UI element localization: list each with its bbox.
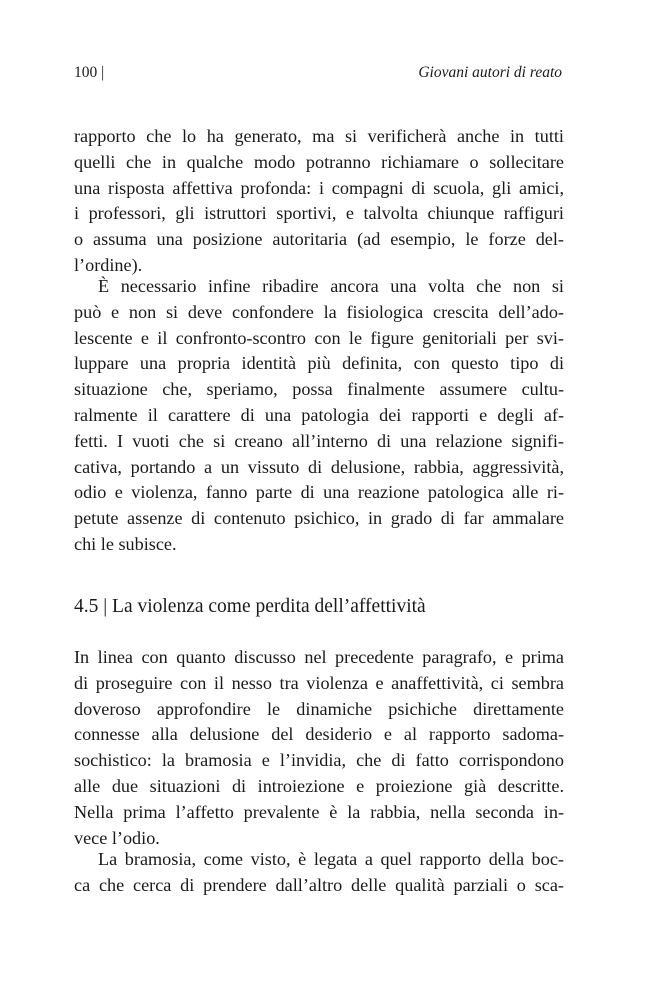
text-line: ralmente il carattere di una patologia dei rapporti e degli af-	[74, 404, 564, 425]
text-line: i professori, gli istruttori sportivi, e talvolta chiunque raffiguri	[74, 203, 564, 224]
text-line: Nella prima l’affetto prevalente è la rabbia, nella seconda in-	[74, 801, 564, 822]
text-line: doveroso approfondire le dinamiche psichiche direttamente	[74, 698, 564, 719]
text-line: È necessario infine ribadire ancora una volta che non si	[98, 276, 564, 296]
text-line: connesse alla delusione del desiderio e al rapporto sadoma-	[74, 724, 564, 745]
text-line: In linea con quanto discusso nel precedente paragrafo, e prima	[74, 647, 564, 667]
text-line: l’ordine).	[74, 254, 143, 275]
text-line: La bramosia, come visto, è legata a quel rapporto della boc-	[98, 849, 564, 869]
text-line: odio e violenza, fanno parte di una reazione patologica alle ri-	[74, 482, 564, 503]
paragraph	[74, 645, 564, 851]
text-line: lescente e il confronto-scontro con le figure genitoriali per svi-	[74, 327, 564, 348]
text-line: di proseguire con il nesso tra violenza e anaffettività, ci sembra	[74, 672, 564, 693]
text-line: chi le subisce.	[74, 533, 177, 554]
text-line: ca che cerca di prendere dall’altro delle qualità parziali o sca-	[74, 874, 564, 895]
text-line: quelli che in qualche modo potranno richiamare o sollecitare	[74, 151, 564, 172]
text-line: luppare una propria identità più definita, con questo tipo di	[74, 353, 564, 374]
text-line: cativa, portando a un vissuto di delusione, rabbia, aggressività,	[74, 456, 564, 477]
text-line: vece l’odio.	[74, 827, 160, 848]
paragraph	[74, 274, 564, 558]
text-line: sochistico: la bramosia e l’invidia, che di fatto corrispondono	[74, 750, 564, 771]
paragraph	[74, 847, 564, 899]
text-line: fetti. I vuoti che si creano all’interno di una relazione signifi-	[74, 430, 564, 451]
paragraph-continued	[74, 124, 564, 279]
section-heading: 4.5 | La violenza come perdita dell’affettività	[74, 596, 426, 617]
running-head	[74, 62, 562, 84]
text-line: alle due situazioni di introiezione e proiezione già descritte.	[74, 775, 564, 796]
running-title: Giovani autori di reato	[418, 64, 562, 81]
page-number: 100 |	[74, 64, 105, 81]
text-line: petute assenze di contenuto psichico, in grado di far ammalare	[74, 508, 564, 529]
text-line: può e non si deve confondere la fisiologica crescita dell’ado-	[74, 301, 564, 322]
text-line: situazione che, speriamo, possa finalmente assumere cultu-	[74, 379, 564, 400]
text-line: o assuma una posizione autoritaria (ad esempio, le forze del-	[74, 229, 564, 250]
text-line: una risposta affettiva profonda: i compagni di scuola, gli amici,	[74, 177, 564, 198]
text-line: rapporto che lo ha generato, ma si verificherà anche in tutti	[74, 126, 564, 146]
